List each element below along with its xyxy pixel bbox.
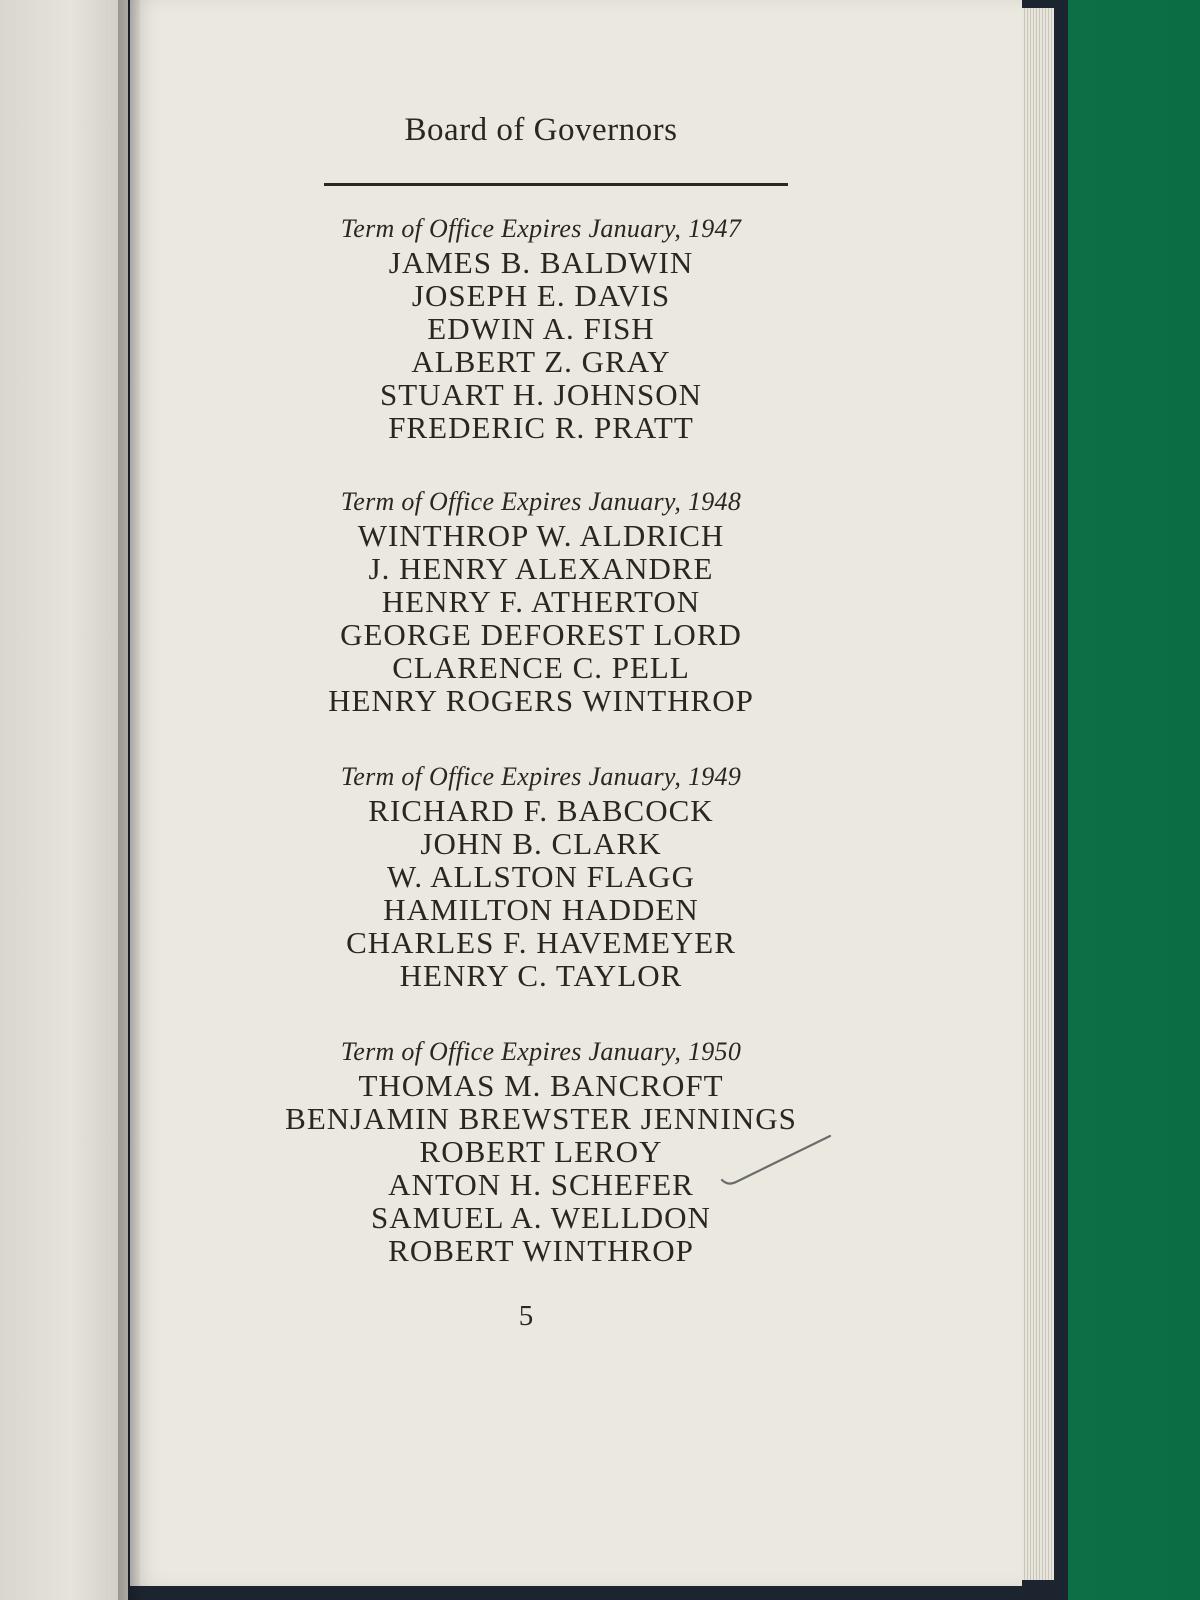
term-section-1949	[130, 760, 952, 992]
governor-name: RICHARD F. BABCOCK	[368, 793, 714, 828]
governor-name: HENRY ROGERS WINTHROP	[328, 683, 754, 718]
governor-name: W. ALLSTON FLAGG	[387, 859, 695, 894]
governor-name: CLARENCE C. PELL	[392, 650, 690, 685]
governor-name: HENRY F. ATHERTON	[381, 584, 701, 619]
title-rule	[324, 183, 788, 186]
left-facing-page	[0, 0, 128, 1600]
pencil-checkmark-icon	[718, 1130, 838, 1200]
term-section-1947	[130, 212, 952, 444]
governor-name: BENJAMIN BREWSTER JENNINGS	[285, 1101, 797, 1136]
governor-name: STUART H. JOHNSON	[379, 377, 703, 412]
gutter-shadow	[118, 0, 140, 1600]
governor-name: HAMILTON HADDEN	[383, 892, 699, 927]
governor-name: JOHN B. CLARK	[420, 826, 662, 861]
term-section-1948	[130, 485, 952, 717]
governor-name: ROBERT LEROY	[419, 1134, 663, 1169]
governor-name: THOMAS M. BANCROFT	[358, 1068, 724, 1103]
governor-list	[130, 794, 952, 992]
term-heading: Term of Office Expires January, 1950	[340, 1037, 742, 1066]
page-number: 5	[518, 1300, 534, 1332]
governor-name: SAMUEL A. WELLDON	[371, 1200, 711, 1235]
governor-name: HENRY C. TAYLOR	[399, 958, 683, 993]
governor-list	[130, 519, 952, 717]
term-heading: Term of Office Expires January, 1949	[340, 762, 742, 791]
governor-name: ANTON H. SCHEFER	[388, 1167, 694, 1202]
governor-name: ROBERT WINTHROP	[388, 1233, 694, 1268]
governor-name: J. HENRY ALEXANDRE	[368, 551, 714, 586]
page-content	[130, 0, 1022, 1586]
governor-name: ALBERT Z. GRAY	[411, 344, 671, 379]
book-page	[130, 0, 1022, 1586]
governor-name: JAMES B. BALDWIN	[388, 245, 694, 280]
governor-name: EDWIN A. FISH	[427, 311, 655, 346]
governor-name: CHARLES F. HAVEMEYER	[346, 925, 736, 960]
governor-name: JOSEPH E. DAVIS	[411, 278, 671, 313]
term-heading: Term of Office Expires January, 1947	[340, 214, 742, 243]
governor-name: FREDERIC R. PRATT	[388, 410, 694, 445]
governor-name: WINTHROP W. ALDRICH	[357, 518, 725, 553]
term-heading: Term of Office Expires January, 1948	[340, 487, 742, 516]
page-title: Board of Governors	[404, 112, 678, 148]
governor-name: GEORGE DEFOREST LORD	[340, 617, 742, 652]
governor-list	[130, 246, 952, 444]
